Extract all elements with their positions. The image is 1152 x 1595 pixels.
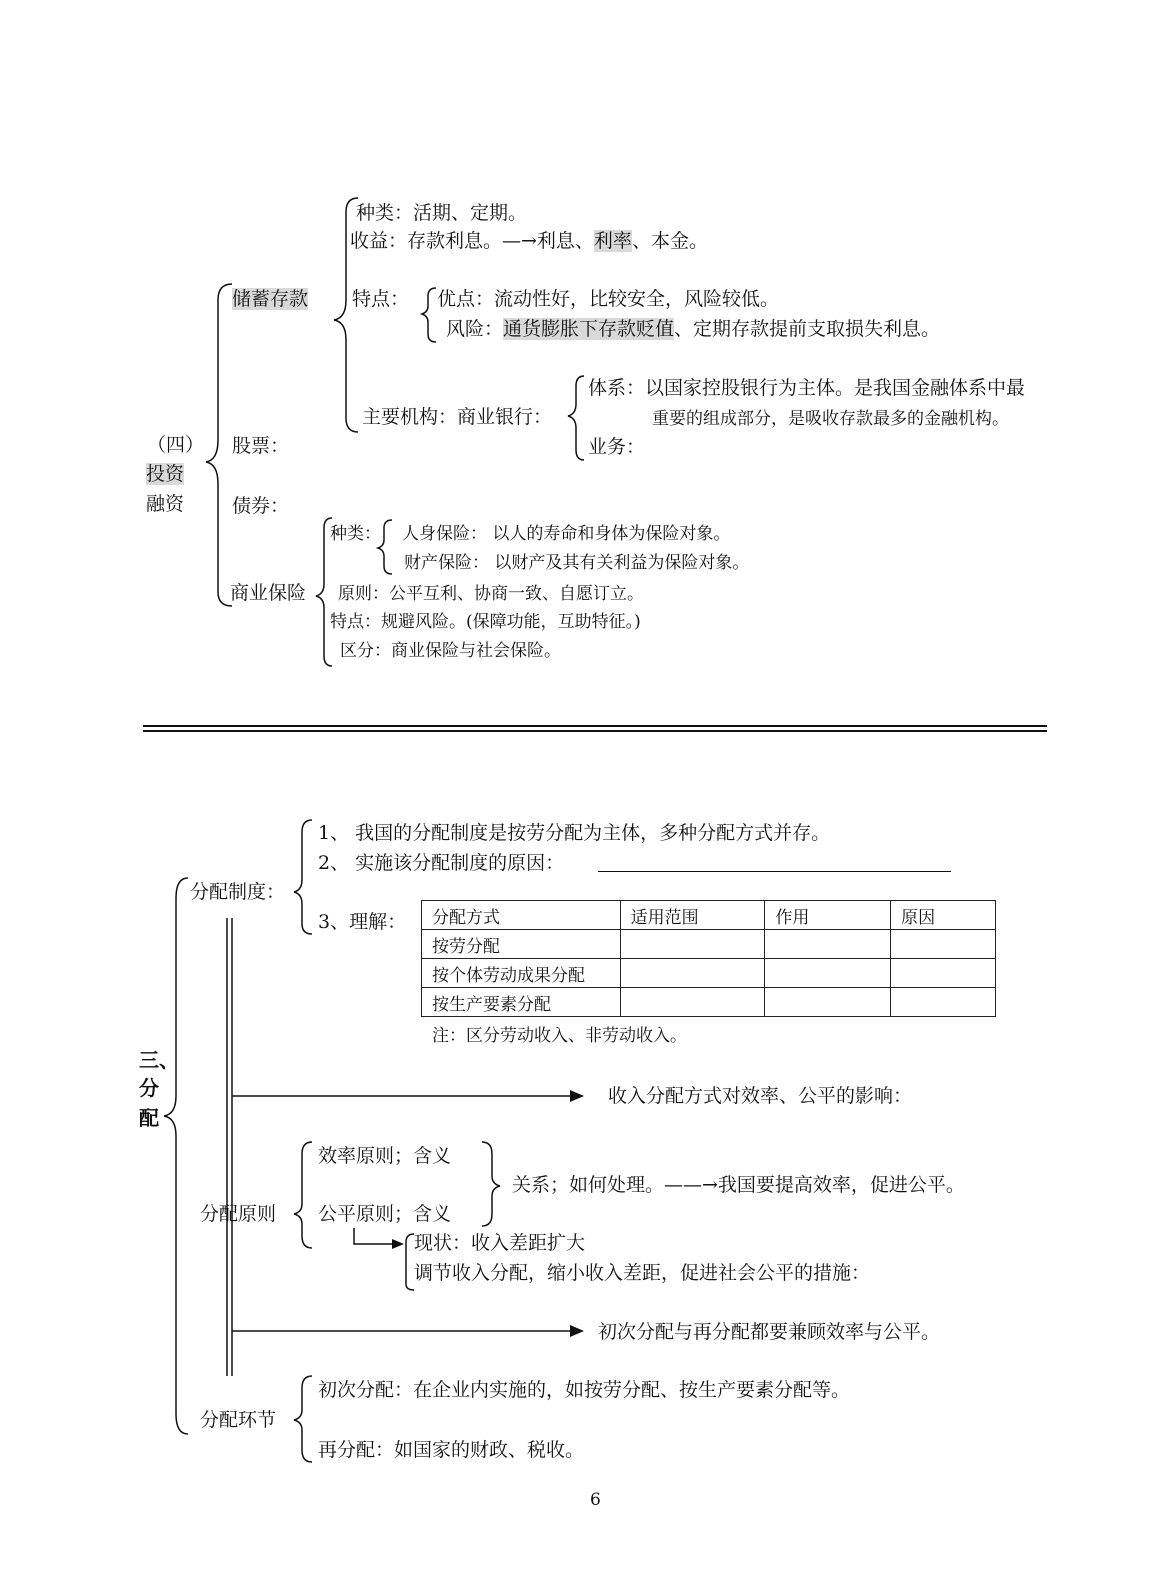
- stage-redistribution: 再分配：如国家的财政、税收。: [318, 1439, 585, 1461]
- table-cell[interactable]: [620, 930, 765, 959]
- savings-title: 储蓄存款: [232, 288, 309, 310]
- table-cell: 按个体劳动成果分配: [422, 959, 621, 988]
- table-header-cell: 作用: [765, 901, 891, 930]
- arrow2-text: 初次分配与再分配都要兼顾效率与公平。: [598, 1321, 941, 1343]
- savings-yield-suffix: 、本金。: [631, 230, 708, 252]
- stages-title: 分配环节: [200, 1409, 277, 1431]
- arrow-head-3: [392, 1239, 404, 1249]
- principle-fairness: 公平原则；含义: [318, 1203, 452, 1225]
- savings-pros: 优点：流动性好，比较安全，风险较低。: [437, 288, 780, 310]
- bank-system-line2: 重要的组成部分，是吸收存款最多的金融机构。: [652, 409, 1009, 429]
- principle-efficiency: 效率原则；含义: [318, 1145, 452, 1167]
- section3-label-line2: 分: [139, 1076, 159, 1100]
- insurance-property: 财产保险： 以财产及其有关利益为保险对象。: [404, 553, 750, 573]
- principle-status: 现状：收入差距扩大: [414, 1232, 586, 1254]
- stage-primary: 初次分配：在企业内实施的，如按劳分配、按生产要素分配等。: [318, 1379, 851, 1401]
- savings-features-label: 特点：: [352, 288, 410, 310]
- brace-system: [294, 820, 312, 934]
- section4-label-paren: （四）: [147, 434, 205, 456]
- table-cell[interactable]: [891, 930, 996, 959]
- table-row: [422, 988, 996, 1017]
- insurance-feature: 特点：规避风险。(保障功能，互助特征。): [330, 612, 641, 632]
- table-header-cell: 适用范围: [620, 901, 765, 930]
- section4-label-finance: 融资: [146, 493, 185, 515]
- bank-business: 业务：: [588, 436, 646, 458]
- system-item3: 3、理解：: [318, 911, 407, 933]
- distribution-table: [421, 900, 996, 1017]
- brace-features: [422, 288, 436, 342]
- system-item1: 1、 我国的分配制度是按劳分配为主体，多种分配方式并存。: [318, 822, 831, 844]
- system-item2-blank[interactable]: [598, 871, 951, 872]
- insurance-life: 人身保险： 以人的寿命和身体为保险对象。: [402, 524, 731, 544]
- arrow1-text: 收入分配方式对效率、公平的影响：: [608, 1085, 913, 1107]
- bonds-label: 债券：: [232, 495, 290, 517]
- section3-label-line3: 配: [139, 1106, 159, 1130]
- brace-status: [406, 1234, 414, 1290]
- savings-yield-rate: 利率: [593, 230, 632, 252]
- table-header-row: [422, 901, 996, 930]
- table-cell[interactable]: [765, 930, 891, 959]
- bank-system-line1: 体系：以国家控股银行为主体。是我国金融体系中最: [588, 377, 1026, 399]
- brace-bank: [568, 376, 584, 460]
- system-title: 分配制度：: [190, 881, 286, 903]
- savings-risk-prefix: 风险：: [446, 318, 504, 340]
- table-header-cell: 分配方式: [422, 901, 621, 930]
- insurance-principle: 原则：公平互利、协商一致、自愿订立。: [338, 584, 644, 604]
- section4-label-invest: 投资: [146, 463, 185, 485]
- page-number: 6: [590, 1490, 601, 1510]
- section3-label-line1: 三、: [139, 1048, 179, 1072]
- brace-stages: [294, 1376, 312, 1462]
- brace-principles: [294, 1142, 312, 1248]
- table-row: [422, 930, 996, 959]
- insurance-title: 商业保险: [230, 582, 307, 604]
- savings-risk-suffix: 、定期存款提前支取损失利息。: [674, 318, 941, 340]
- arrow-head-1: [570, 1090, 584, 1102]
- principle-relation: 关系；如何处理。——→我国要提高效率，促进公平。: [512, 1174, 965, 1196]
- table-cell: 按劳分配: [422, 930, 621, 959]
- table-cell: 按生产要素分配: [422, 988, 621, 1017]
- insurance-difference: 区分：商业保险与社会保险。: [340, 641, 561, 661]
- stocks-label: 股票：: [232, 435, 290, 457]
- brace-distribution: [164, 878, 188, 1434]
- savings-risk-highlight: 通货膨胀下存款贬值: [503, 318, 675, 340]
- table-cell[interactable]: [620, 959, 765, 988]
- brace-relation: [482, 1142, 500, 1226]
- savings-kinds: 种类：活期、定期。: [356, 202, 528, 224]
- principle-measures: 调节收入分配，缩小收入差距，促进社会公平的措施：: [414, 1262, 871, 1284]
- table-row: [422, 959, 996, 988]
- savings-risk: [446, 317, 940, 341]
- principles-title: 分配原则: [200, 1203, 277, 1225]
- savings-institution: 主要机构：商业银行：: [362, 406, 553, 428]
- table-header-cell: 原因: [891, 901, 996, 930]
- table-cell[interactable]: [765, 988, 891, 1017]
- table-cell[interactable]: [765, 959, 891, 988]
- system-note: 注：区分劳动收入、非劳动收入。: [432, 1026, 687, 1046]
- savings-yield-prefix: 收益：存款利息。—→利息、: [350, 230, 594, 252]
- arrow-head-2: [570, 1325, 584, 1337]
- table-cell[interactable]: [891, 988, 996, 1017]
- elbow-arrow: [354, 1228, 392, 1244]
- savings-yield: [350, 229, 708, 253]
- system-item2: 2、 实施该分配制度的原因：: [318, 852, 565, 874]
- brace-invest: [206, 284, 232, 606]
- table-cell[interactable]: [620, 988, 765, 1017]
- table-cell[interactable]: [891, 959, 996, 988]
- insurance-kinds-label: 种类：: [330, 524, 381, 544]
